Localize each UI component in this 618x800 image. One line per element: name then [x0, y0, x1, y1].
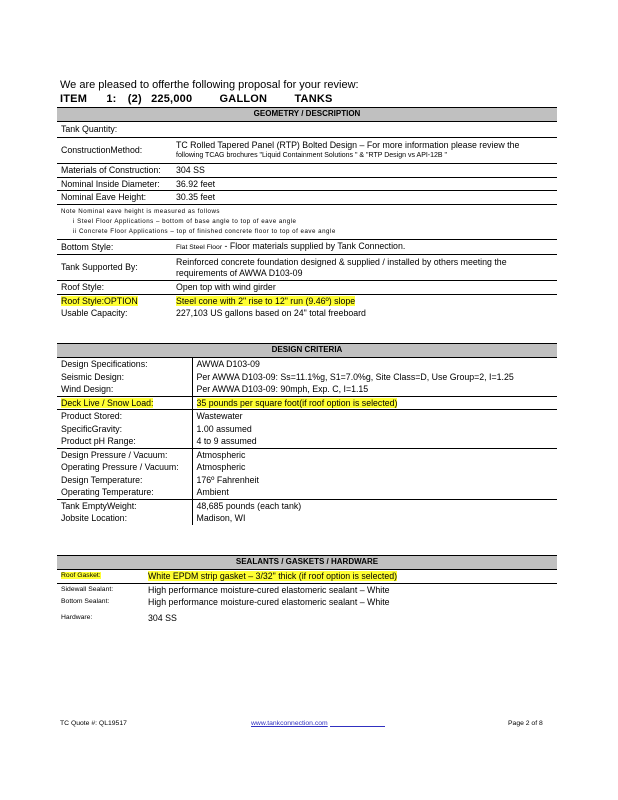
eave-note [57, 204, 557, 239]
roof-gasket-value: White EPDM strip gasket – 3/32" thick (if roof option is selected) [148, 571, 398, 581]
geometry-table [57, 107, 557, 320]
row-label [57, 570, 144, 584]
construction-method-line2: following TCAG brochures "Liquid Containment Solutions " & "RTP Design vs API-12B " [176, 151, 448, 159]
row-label: Design Pressure / Vacuum: [61, 449, 168, 460]
row-label: Seismic Design: [61, 371, 125, 382]
note-line3: ii Concrete Floor Applications – top of finished concrete floor to top of eave angle [73, 227, 336, 235]
item-capacity: 225,000 [151, 93, 193, 105]
row-label: Nominal Inside Diameter: [61, 178, 160, 189]
row-value [172, 239, 557, 255]
design-table [57, 343, 557, 525]
row-value: High performance moisture-cured elastomeric sealant – White [148, 597, 390, 607]
footer-quote: TC Quote #: QL19517 [60, 720, 127, 727]
row-value: 304 SS [176, 165, 205, 175]
support-line2: requirements of AWWA D103-09 [176, 267, 303, 278]
row-label [57, 294, 172, 307]
row-label: Nominal Eave Height: [61, 192, 147, 202]
row-label: Hardware: [61, 613, 93, 621]
deck-load-label: Deck Live / Snow Load: [61, 397, 154, 408]
deck-load-value: 35 pounds per square foot(if roof option is selected) [196, 397, 398, 408]
roof-option-label: Roof Style:OPTION [61, 295, 138, 306]
row-value: 1.00 assumed [192, 423, 557, 436]
row-value: 36.92 feet [176, 178, 216, 189]
item-number: 1: [106, 93, 117, 105]
support-line1: Reinforced concrete foundation designed & supplied / installed by others meeting the [176, 257, 507, 267]
bottom-style-text: - Floor materials supplied by Tank Connection. [222, 240, 406, 251]
row-label: Tank Supported By: [61, 262, 138, 273]
row-value [172, 255, 557, 281]
geometry-header: GEOMETRY / DESCRIPTION [57, 108, 557, 122]
row-value: Atmospheric [192, 461, 557, 474]
row-value [172, 294, 557, 307]
item-line [60, 93, 355, 105]
footer-link-wrap [251, 720, 385, 727]
row-value: 30.35 feet [176, 192, 216, 202]
row-label: Usable Capacity: [61, 308, 128, 318]
item-qty: (2) [127, 93, 142, 105]
row-label: Wind Design: [61, 384, 114, 394]
row-value: Per AWWA D103-09: Ss=11.1%g, S1=7.0%g, Site Class=D, Use Group=2, I=1.25 [192, 371, 557, 384]
row-label: SpecificGravity: [61, 423, 123, 434]
row-value: Atmospheric [192, 448, 557, 461]
row-value [192, 396, 557, 410]
row-value: Open top with wind girder [176, 282, 276, 292]
row-value: Ambient [192, 486, 557, 499]
row-value [172, 122, 557, 138]
intro-text: We are pleased to offerthe following proposal for your review: [60, 79, 359, 91]
row-label: Sidewall Sealant: [61, 585, 114, 593]
row-label: Materials of Construction: [61, 165, 161, 175]
construction-method-line1: TC Rolled Tapered Panel (RTP) Bolted Design – For more information please review the [176, 140, 520, 150]
row-label: Operating Temperature: [61, 487, 154, 497]
row-value: 4 to 9 assumed [192, 435, 557, 448]
bottom-style-small: Flat Steel Floor [176, 243, 223, 251]
roof-option-value: Steel cone with 2" rise to 12" run (9.46º) slope [176, 295, 356, 306]
row-value: Wastewater [192, 410, 557, 423]
row-label: Tank Quantity: [61, 124, 118, 135]
row-value: 48,685 pounds (each tank) [192, 499, 557, 512]
note-line1: Note Nominal eave height is measured as follows [61, 207, 221, 215]
row-label: Operating Pressure / Vacuum: [61, 462, 179, 472]
row-label: Design Specifications: [61, 359, 148, 369]
row-value: High performance moisture-cured elastomeric sealant – White [148, 584, 390, 595]
row-label: ConstructionMethod: [61, 145, 143, 156]
roof-gasket-label: Roof Gasket: [61, 572, 101, 579]
row-label: Jobsite Location: [61, 513, 128, 523]
row-value: Madison, WI [192, 512, 557, 525]
footer-link[interactable]: www.tankconnection.com [251, 720, 328, 727]
item-type: TANKS [294, 93, 333, 105]
row-label: Roof Style: [61, 282, 105, 292]
row-value: 304 SS [148, 612, 177, 623]
sealants-table [57, 555, 557, 624]
row-label [57, 396, 192, 410]
row-value: Per AWWA D103-09: 90mph, Exp. C, I=1.15 [192, 383, 557, 396]
row-label: Product Stored: [61, 411, 123, 421]
footer-page: Page 2 of 8 [508, 720, 543, 727]
sealants-header: SEALANTS / GASKETS / HARDWARE [57, 556, 557, 570]
design-header: DESIGN CRITERIA [57, 344, 557, 358]
item-unit: GALLON [219, 93, 268, 105]
row-value: AWWA D103-09 [192, 358, 557, 371]
row-value [172, 138, 557, 164]
row-label: Bottom Style: [61, 241, 114, 252]
item-label: ITEM [60, 93, 88, 105]
row-value: 227,103 US gallons based on 24" total freeboard [176, 308, 366, 318]
row-label: Design Temperature: [61, 474, 143, 485]
row-value [144, 570, 557, 584]
row-label: Product pH Range: [61, 436, 136, 446]
row-label: Tank EmptyWeight: [61, 500, 137, 511]
row-value: 176º Fahrenheit [192, 474, 557, 487]
note-line2: i Steel Floor Applications – bottom of base angle to top of eave angle [73, 217, 297, 225]
footer-link-underline [330, 726, 385, 727]
row-label: Bottom Sealant: [61, 598, 110, 605]
